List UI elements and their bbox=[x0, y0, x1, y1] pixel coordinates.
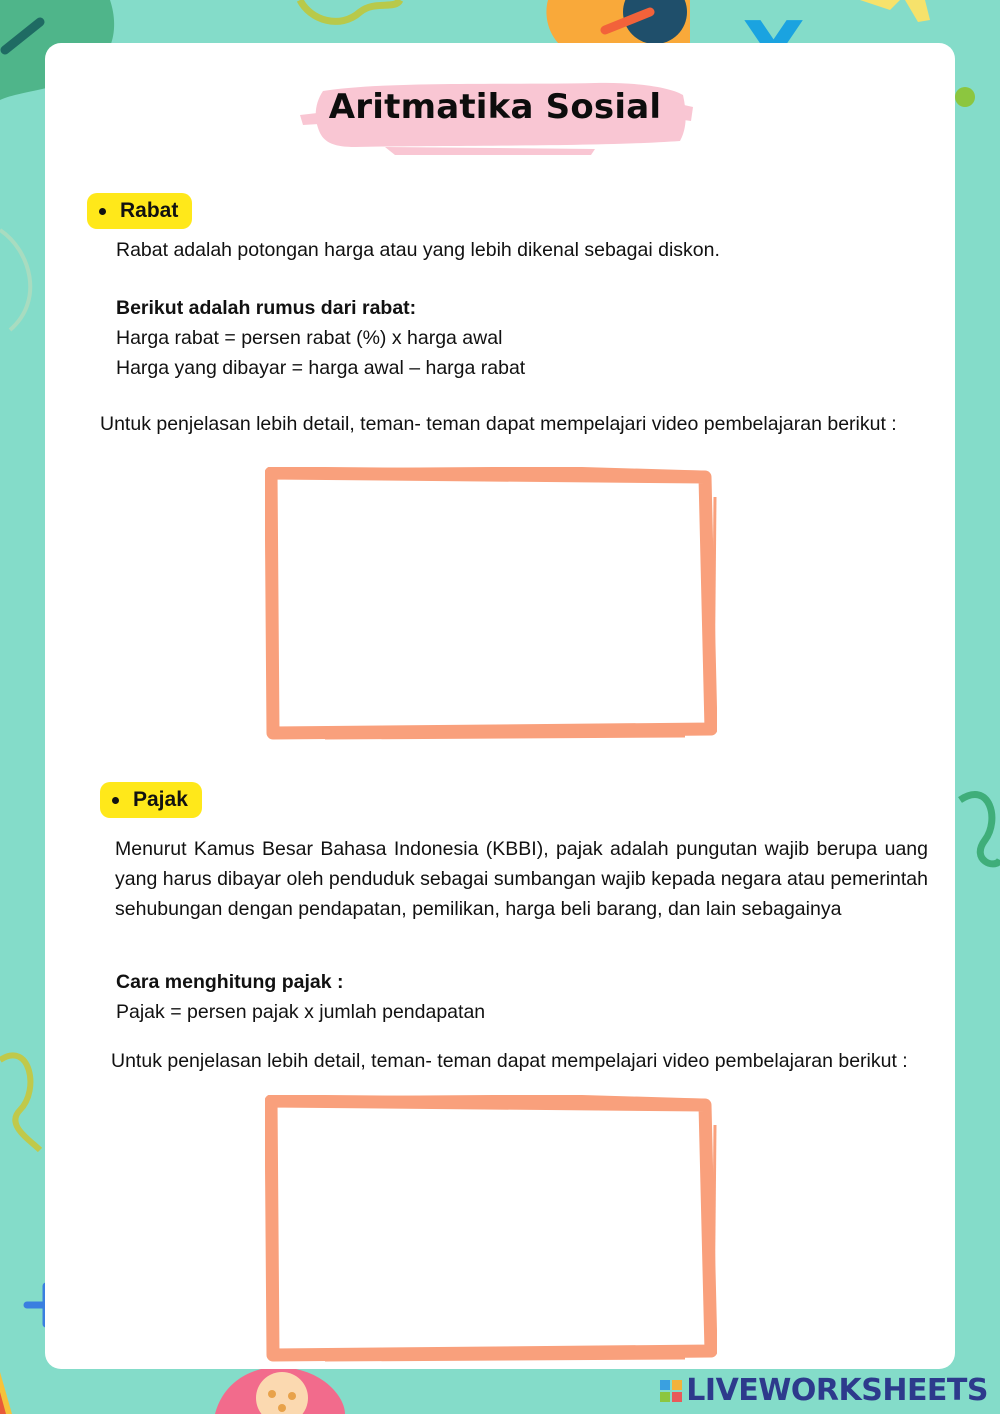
pajak-formula-line: Pajak = persen pajak x jumlah pendapatan bbox=[116, 1001, 486, 1023]
page-title: Aritmatika Sosial bbox=[328, 87, 662, 127]
title-banner bbox=[295, 63, 695, 159]
olive-squiggle bbox=[300, 0, 400, 21]
flower-seed bbox=[278, 1404, 286, 1412]
pajak-video-intro: Untuk penjelasan lebih detail, teman- teman dapat mempelajari video pembelajaran berikut : bbox=[111, 1050, 908, 1072]
section-heading-label: Pajak bbox=[133, 788, 188, 811]
video-placeholder-rabat[interactable] bbox=[265, 467, 717, 743]
rabat-formula-line: Harga rabat = persen rabat (%) x harga awal bbox=[116, 327, 503, 349]
liveworksheets-logo[interactable] bbox=[660, 1373, 988, 1408]
bullet-icon bbox=[99, 208, 106, 215]
right-green-squiggle bbox=[960, 795, 1000, 864]
section-heading-label: Rabat bbox=[120, 199, 179, 222]
rabat-video-intro: Untuk penjelasan lebih detail, teman- teman dapat mempelajari video pembelajaran berikut : bbox=[100, 413, 897, 435]
rabat-definition: Rabat adalah potongan harga atau yang lebih dikenal sebagai diskon. bbox=[116, 239, 720, 261]
liveworksheets-brand-text: LIVEWORKSHEETS bbox=[686, 1373, 988, 1408]
video-placeholder-pajak[interactable] bbox=[265, 1095, 717, 1365]
section-heading-rabat bbox=[87, 193, 192, 229]
rabat-formula-heading: Berikut adalah rumus dari rabat: bbox=[116, 297, 417, 319]
pajak-definition: Menurut Kamus Besar Bahasa Indonesia (KBBI), pajak adalah pungutan wajib berupa uang yang harus dibayar oleh penduduk sebagai sumbangan wajib kepada negara atau pemerintah sehubungan dengan pendapatan, pemilikan, harga beli barang, dan lain sebagainya bbox=[115, 838, 928, 920]
flower-seed bbox=[288, 1392, 296, 1400]
flower-seed bbox=[268, 1390, 276, 1398]
rabat-formula-line: Harga yang dibayar = harga awal – harga rabat bbox=[116, 357, 526, 379]
pajak-formula-heading: Cara menghitung pajak : bbox=[116, 971, 344, 993]
yellow-stroke bbox=[860, 0, 930, 22]
liveworksheets-logo-icon bbox=[660, 1380, 682, 1402]
worksheet-page bbox=[45, 43, 955, 1369]
section-heading-pajak bbox=[100, 782, 202, 818]
left-thin-curve bbox=[0, 230, 30, 330]
left-olive-squiggle bbox=[0, 1055, 40, 1150]
bullet-icon bbox=[112, 797, 119, 804]
